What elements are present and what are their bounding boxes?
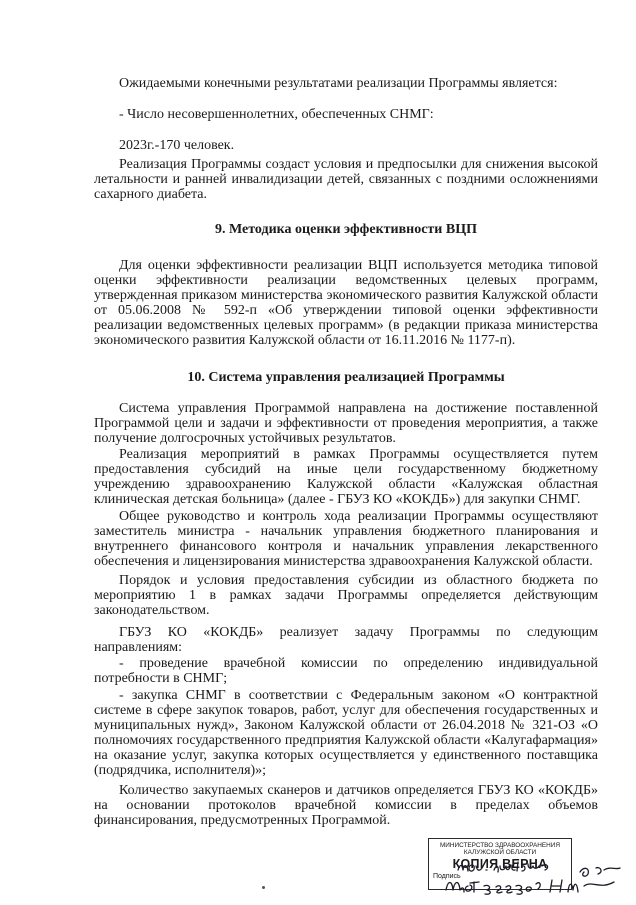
handwritten-signature <box>440 856 630 900</box>
expected-results-paragraph: Ожидаемыми конечными результатами реализации Программы является: <box>119 76 558 91</box>
subsidies-paragraph: Реализация мероприятий в рамках Программы осуществляется путем предоставления субсидий на иные цели государственному бюджетному учреждению здравоохранению Калужской области «Калужская областная клиническая детская больница» (далее - ГБУЗ КО «КОКДБ») для закупки СНМГ. <box>94 447 598 507</box>
commission-item: - проведение врачебной комиссии по определению индивидуальной потребности в СНМГ; <box>94 656 598 686</box>
oversight-paragraph: Общее руководство и контроль хода реализации Программы осуществляют заместитель министра - начальник управления бюджетного планирования и внутреннего финансового контроля и начальник управления лекарственного обеспечения и лицензирования министерства здравоохранения Калужской области. <box>94 509 598 569</box>
page-mark-dot <box>262 886 265 889</box>
minors-count-paragraph: - Число несовершеннолетних, обеспеченных СНМГ: <box>119 107 434 122</box>
stamp-copy-certified: КОПИЯ ВЕРНА <box>452 857 548 871</box>
year-count-paragraph: 2023г.-170 человек. <box>119 138 235 153</box>
evaluation-method-paragraph: Для оценки эффективности реализации ВЦП используется методика типовой оценки эффективности реализации ведомственных целевых программ, утвержденная приказом министерства экономического развития Калужской области от 05.06.2008 № 592-п «Об утверждении типовой оценки эффективности реализации ведомственных целевых программ» (в редакции приказа министерства экономического развития Калужской области от 16.11.2016 № 1177-п). <box>94 258 598 348</box>
section-10-heading: 10. Система управления реализацией Программы <box>187 370 505 385</box>
subsidy-procedure-paragraph: Порядок и условия предоставления субсидии из областного бюджета по мероприятию 1 в рамках задачи Программы определяется действующим законодательством. <box>94 573 598 618</box>
stamp-ministry-line: МИНИСТЕРСТВО ЗДРАВООХРАНЕНИЯ <box>439 842 561 849</box>
directions-intro-paragraph: ГБУЗ КО «КОКДБ» реализует задачу Программы по следующим направлениям: <box>94 625 598 655</box>
section-9-heading: 9. Методика оценки эффективности ВЦП <box>215 222 477 237</box>
stamp-region-line: КАЛУЖСКОЙ ОБЛАСТИ <box>463 849 537 856</box>
management-system-paragraph: Система управления Программой направлена на достижение поставленной Программой цели и задачи и эффективности от проведения мероприятия, а также получение долгосрочных устойчивых результатов. <box>94 401 598 446</box>
procurement-item: - закупка СНМГ в соответствии с Федеральным законом «О контрактной системе в сфере закупок товаров, работ, услуг для обеспечения государственных и муниципальных нужд», Законом Калужской области от 26.04.2018 № 321-ОЗ «О полномочиях государственного предприятия Калужской области «Калугафармация» на оказание услуг, закупка которых осуществляется у единственного поставщика (подрядчика, исполнителя)»; <box>94 688 598 778</box>
scanners-quantity-paragraph: Количество закупаемых сканеров и датчиков определяется ГБУЗ КО «КОКДБ» на основании протоколов врачебной комиссии в пределах объемов финансирования, предусмотренных Программой. <box>94 783 598 828</box>
stamp-signature-label: Подпись <box>433 873 461 880</box>
program-conditions-paragraph: Реализация Программы создаст условия и предпосылки для снижения высокой летальности и ранней инвалидизации детей, связанных с поздними осложнениями сахарного диабета. <box>94 157 598 202</box>
